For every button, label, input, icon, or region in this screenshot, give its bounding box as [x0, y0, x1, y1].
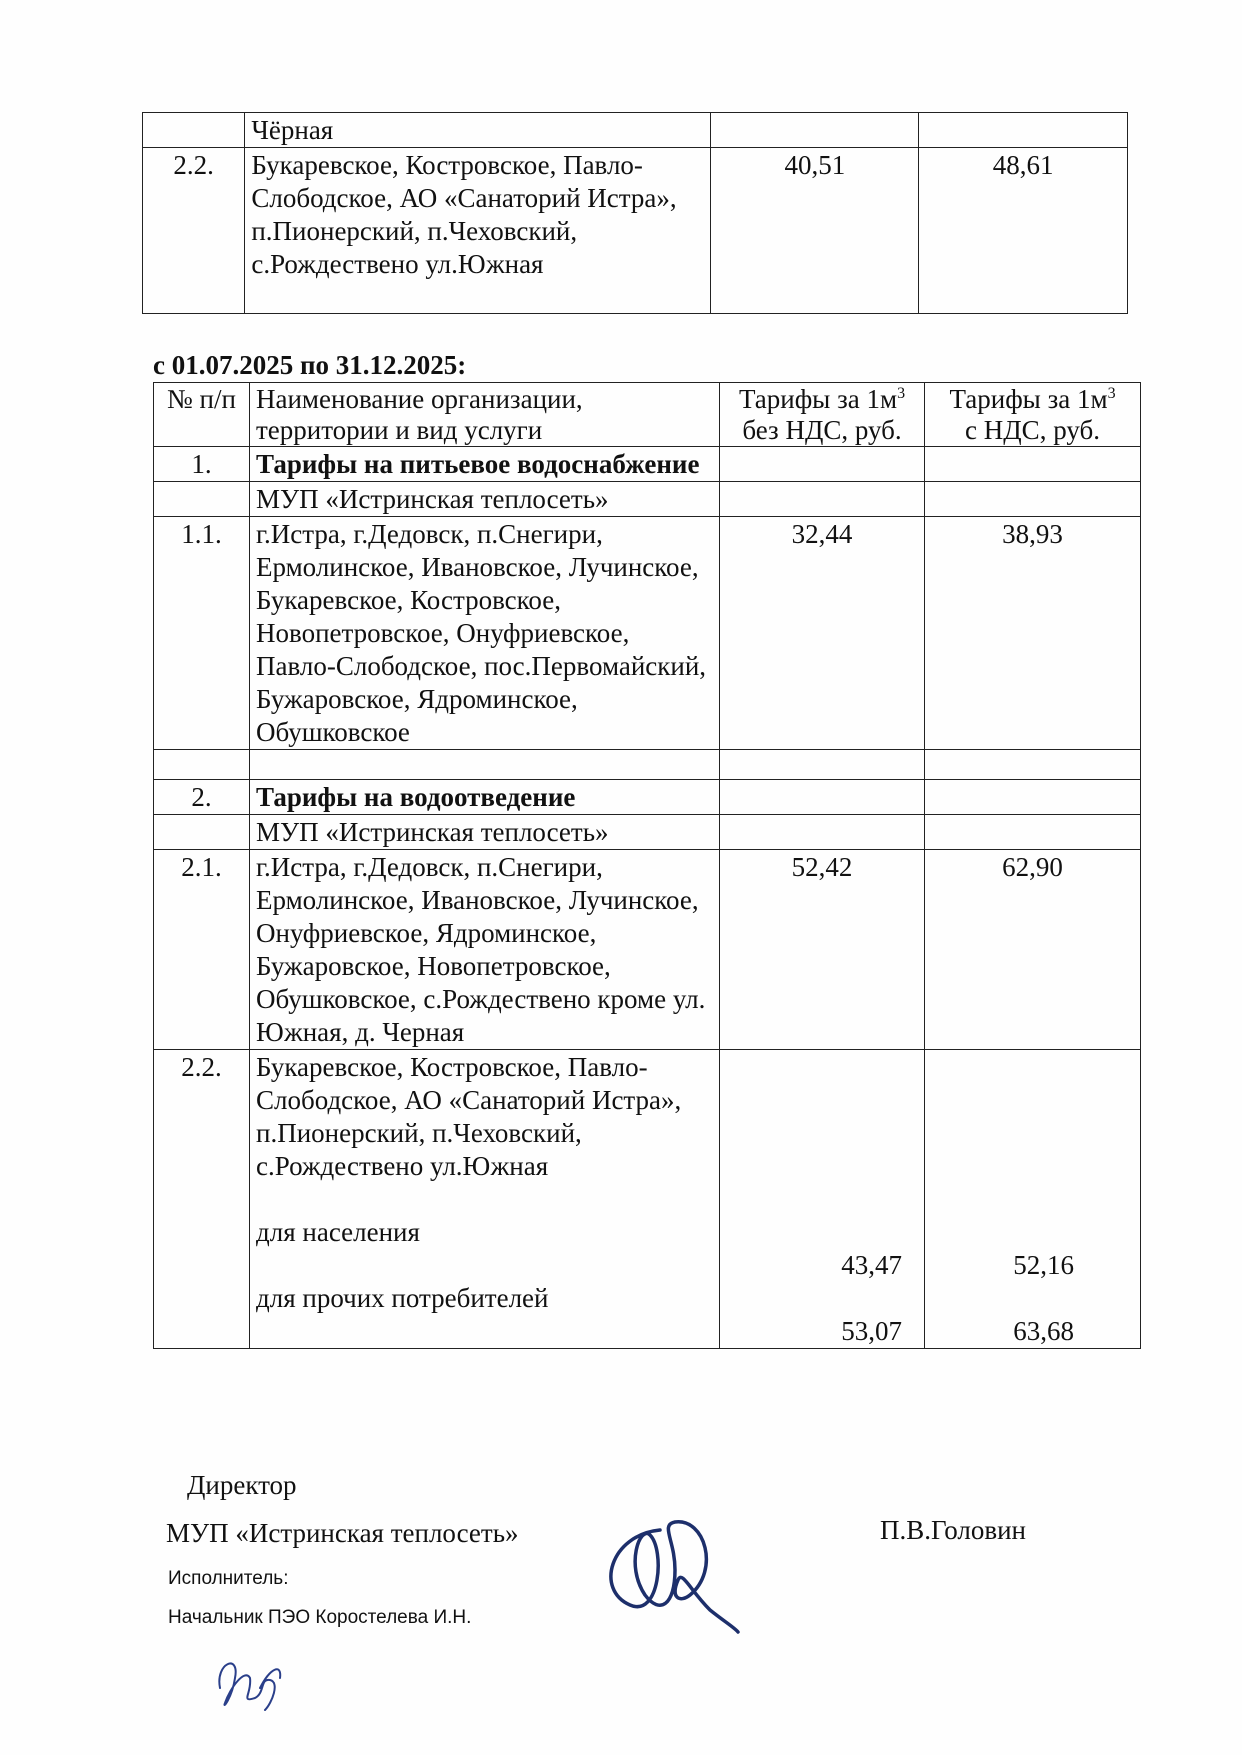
population-with-vat: 52,16	[1013, 1250, 1074, 1280]
table-row	[143, 148, 1128, 314]
section-row-wastewater	[154, 780, 1141, 815]
director-name: П.В.Головин	[880, 1515, 1027, 1545]
section-title: Тарифы на водоотведение	[250, 780, 720, 815]
tariff-without-vat	[720, 1050, 925, 1349]
director-signature-image	[590, 1510, 750, 1635]
row-number: 2.2.	[143, 148, 245, 314]
territory-name: г.Истра, г.Дедовск, п.Снегири, Ермолинское, Ивановское, Лучинское, Онуфриевское, Ядроминское, Бужаровское, Новопетровское, Обушковское, с.Рождествено кроме ул. Южная, д. Черная	[250, 850, 720, 1050]
other-without-vat: 53,07	[841, 1316, 902, 1346]
territory-name: г.Истра, г.Дедовск, п.Снегири, Ермолинское, Ивановское, Лучинское, Букаревское, Костровское, Новопетровское, Онуфриевское, Павло-Слободское, пос.Первомайский, Бужаровское, Ядроминское, Обушковское	[250, 517, 720, 750]
table-row	[143, 113, 1128, 148]
executor-signature-image	[210, 1648, 290, 1718]
period-heading: с 01.07.2025 по 31.12.2025:	[153, 350, 467, 380]
executor-label: Исполнитель:	[168, 1568, 289, 1589]
organization-name: МУП «Истринская теплосеть»	[250, 815, 720, 850]
tariff-without-vat: 32,44	[720, 517, 925, 750]
tariff-with-vat: 38,93	[925, 517, 1141, 750]
table-row	[154, 850, 1141, 1050]
director-title: Директор	[187, 1470, 297, 1500]
row-number: 1.	[154, 447, 250, 482]
population-without-vat: 43,47	[841, 1250, 902, 1280]
tariff-with-vat	[919, 113, 1128, 148]
tariff-without-vat	[711, 113, 919, 148]
row-number	[143, 113, 245, 148]
table-row	[154, 517, 1141, 750]
header-with-vat: Тарифы за $1м^3$ с НДС, руб.	[925, 383, 1141, 447]
subgroup-population-label: для населения	[256, 1217, 420, 1247]
tariff-with-vat: 48,61	[919, 148, 1128, 314]
table-header-row	[154, 383, 1141, 447]
tariff-without-vat: 40,51	[711, 148, 919, 314]
header-name: Наименование организации, территории и вид услуги	[250, 383, 720, 447]
table-row	[154, 1050, 1141, 1349]
tariff-with-vat: 62,90	[925, 850, 1141, 1050]
tariff-with-vat	[925, 1050, 1141, 1349]
row-number: 1.1.	[154, 517, 250, 750]
organization-row	[154, 482, 1141, 517]
subgroup-other-label: для прочих потребителей	[256, 1283, 549, 1313]
tariff-table	[153, 382, 1141, 1349]
section-title: Тарифы на питьевое водоснабжение	[250, 447, 720, 482]
territory-name-with-subgroups: Букаревское, Костровское, Павло-Слободское, АО «Санаторий Истра», п.Пионерский, п.Чеховский, с.Рождествено ул.Южная для населения для прочих потребителей	[250, 1050, 720, 1349]
header-without-vat: Тарифы за $1м^3$ без НДС, руб.	[720, 383, 925, 447]
organization-row	[154, 815, 1141, 850]
territory-name: Чёрная	[245, 113, 711, 148]
tariff-without-vat: 52,42	[720, 850, 925, 1050]
empty-row	[154, 750, 1141, 780]
territory-name: Букаревское, Костровское, Павло-Слободское, АО «Санаторий Истра», п.Пионерский, п.Чеховский, с.Рождествено ул.Южная	[245, 148, 711, 314]
row-number: 2.1.	[154, 850, 250, 1050]
section-row-water-supply	[154, 447, 1141, 482]
row-number: 2.2.	[154, 1050, 250, 1349]
header-number: № п/п	[154, 383, 250, 447]
executor-name: Начальник ПЭО Коростелева И.Н.	[168, 1607, 472, 1628]
row-number: 2.	[154, 780, 250, 815]
organization-signature: МУП «Истринская теплосеть»	[166, 1518, 519, 1548]
other-with-vat: 63,68	[1013, 1316, 1074, 1346]
tariff-table-continued	[142, 112, 1128, 314]
organization-name: МУП «Истринская теплосеть»	[250, 482, 720, 517]
